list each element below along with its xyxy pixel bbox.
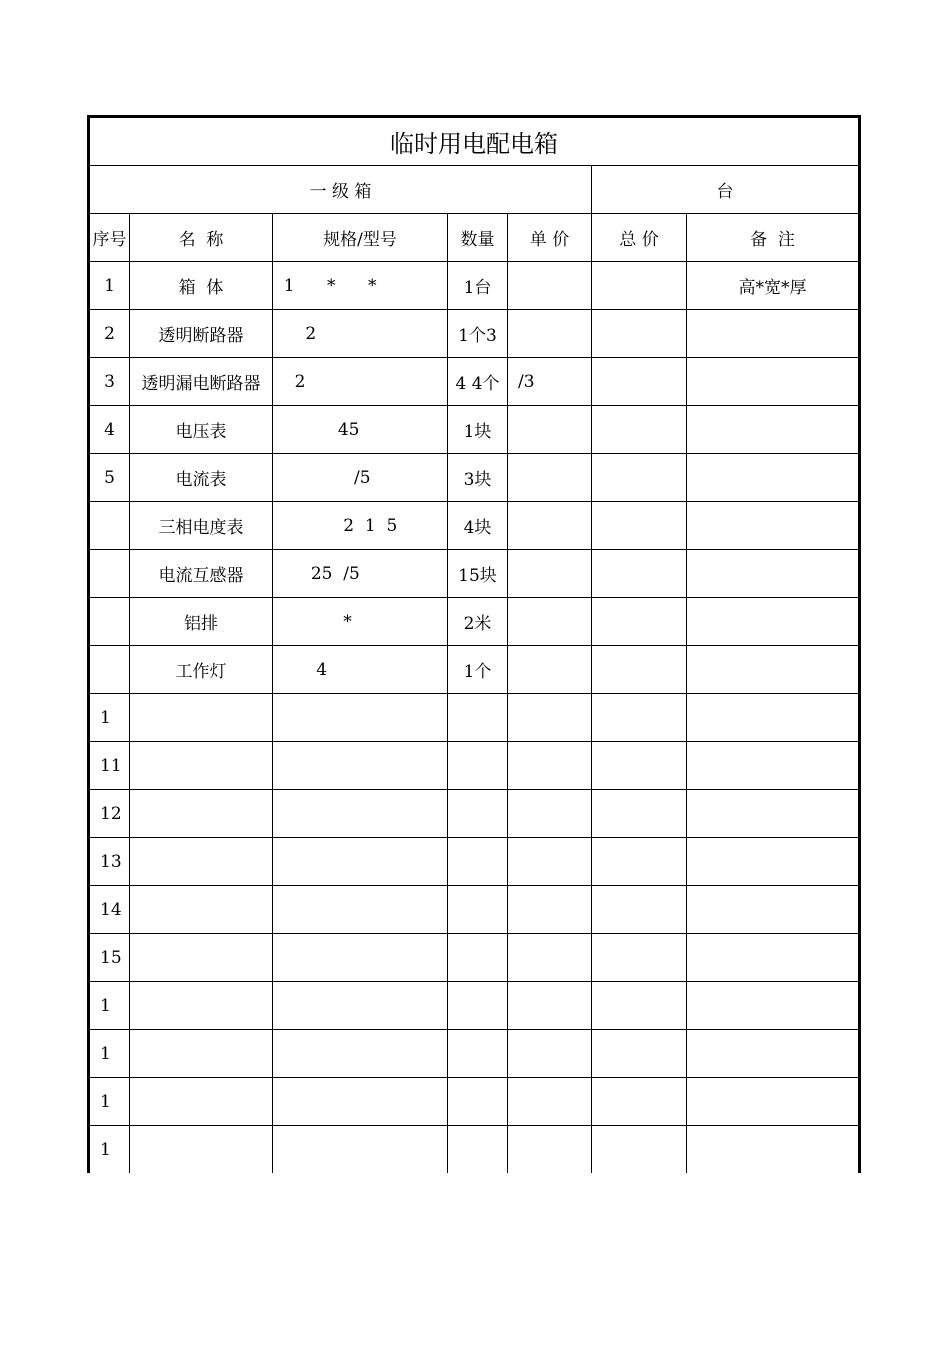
row-total-price-cell: [592, 358, 687, 406]
column-header-row: [89, 214, 860, 262]
row-note-cell: [687, 694, 860, 742]
table-row: [89, 694, 860, 742]
table-row: [89, 646, 860, 694]
row-qty-cell: 1台: [448, 262, 508, 310]
table-row: [89, 358, 860, 406]
row-name-cell: 透明漏电断路器: [130, 358, 273, 406]
row-spec-cell: 1 * *: [273, 262, 448, 310]
row-no-cell: 12: [89, 790, 130, 838]
row-total-price-cell: [592, 934, 687, 982]
row-name-cell: [130, 790, 273, 838]
row-name-cell: [130, 934, 273, 982]
row-name-cell: [130, 1030, 273, 1078]
row-note-cell: [687, 790, 860, 838]
row-qty-cell: [448, 838, 508, 886]
row-no-cell: 2: [89, 310, 130, 358]
row-no-cell: 1: [89, 1126, 130, 1174]
row-qty-cell: 4块: [448, 502, 508, 550]
row-spec-cell: 4: [273, 646, 448, 694]
row-name-cell: [130, 982, 273, 1030]
row-spec-cell: 45: [273, 406, 448, 454]
row-unit-price-cell: [508, 262, 592, 310]
row-unit-price-cell: [508, 934, 592, 982]
row-qty-cell: [448, 742, 508, 790]
row-total-price-cell: [592, 598, 687, 646]
subheader-row: [89, 166, 860, 214]
table-row: [89, 1078, 860, 1126]
table-row: [89, 262, 860, 310]
row-note-cell: [687, 502, 860, 550]
row-name-cell: [130, 886, 273, 934]
row-total-price-cell: [592, 838, 687, 886]
row-unit-price-cell: [508, 790, 592, 838]
row-qty-cell: 2米: [448, 598, 508, 646]
row-unit-price-cell: [508, 454, 592, 502]
row-unit-price-cell: [508, 1030, 592, 1078]
row-name-cell: [130, 838, 273, 886]
row-total-price-cell: [592, 694, 687, 742]
row-note-cell: 高*宽*厚: [687, 262, 860, 310]
unit-label: 台: [592, 166, 860, 214]
col-header-note: 备 注: [687, 214, 860, 262]
box-level-label: 一 级 箱: [89, 166, 592, 214]
row-qty-cell: [448, 1078, 508, 1126]
row-total-price-cell: [592, 454, 687, 502]
row-note-cell: [687, 934, 860, 982]
row-no-cell: [89, 502, 130, 550]
row-note-cell: [687, 1078, 860, 1126]
row-unit-price-cell: [508, 502, 592, 550]
row-qty-cell: [448, 694, 508, 742]
row-unit-price-cell: [508, 838, 592, 886]
row-note-cell: [687, 742, 860, 790]
col-header-unit-price: 单 价: [508, 214, 592, 262]
row-note-cell: [687, 1030, 860, 1078]
row-no-cell: 1: [89, 982, 130, 1030]
row-unit-price-cell: [508, 742, 592, 790]
row-name-cell: 电流表: [130, 454, 273, 502]
row-no-cell: 1: [89, 1030, 130, 1078]
row-name-cell: [130, 742, 273, 790]
row-total-price-cell: [592, 262, 687, 310]
row-unit-price-cell: [508, 1078, 592, 1126]
row-no-cell: 1: [89, 694, 130, 742]
row-no-cell: [89, 550, 130, 598]
col-header-total-price: 总 价: [592, 214, 687, 262]
row-qty-cell: 3块: [448, 454, 508, 502]
row-qty-cell: [448, 1126, 508, 1174]
row-note-cell: [687, 886, 860, 934]
table-row: [89, 454, 860, 502]
row-total-price-cell: [592, 502, 687, 550]
row-spec-cell: [273, 790, 448, 838]
table-row: [89, 598, 860, 646]
row-unit-price-cell: [508, 310, 592, 358]
row-qty-cell: 1块: [448, 406, 508, 454]
row-note-cell: [687, 550, 860, 598]
row-spec-cell: [273, 982, 448, 1030]
table-row: [89, 406, 860, 454]
row-unit-price-cell: /3: [508, 358, 592, 406]
row-note-cell: [687, 406, 860, 454]
table-row: [89, 502, 860, 550]
row-qty-cell: 15块: [448, 550, 508, 598]
row-name-cell: [130, 1126, 273, 1174]
page-title: 临时用电配电箱: [89, 117, 860, 166]
row-spec-cell: [273, 1078, 448, 1126]
row-spec-cell: [273, 886, 448, 934]
row-qty-cell: [448, 982, 508, 1030]
row-no-cell: 11: [89, 742, 130, 790]
row-spec-cell: 2 1 5: [273, 502, 448, 550]
row-total-price-cell: [592, 406, 687, 454]
table-row: [89, 838, 860, 886]
row-unit-price-cell: [508, 694, 592, 742]
row-note-cell: [687, 598, 860, 646]
row-total-price-cell: [592, 982, 687, 1030]
row-name-cell: 电压表: [130, 406, 273, 454]
row-name-cell: 工作灯: [130, 646, 273, 694]
row-note-cell: [687, 982, 860, 1030]
row-no-cell: 15: [89, 934, 130, 982]
title-row: [89, 117, 860, 166]
row-name-cell: 透明断路器: [130, 310, 273, 358]
row-unit-price-cell: [508, 550, 592, 598]
row-spec-cell: [273, 1030, 448, 1078]
table-row: [89, 982, 860, 1030]
row-spec-cell: *: [273, 598, 448, 646]
row-no-cell: [89, 646, 130, 694]
table-row: [89, 886, 860, 934]
row-unit-price-cell: [508, 406, 592, 454]
row-note-cell: [687, 358, 860, 406]
row-total-price-cell: [592, 1078, 687, 1126]
row-spec-cell: 2: [273, 358, 448, 406]
row-name-cell: 铝排: [130, 598, 273, 646]
row-qty-cell: [448, 790, 508, 838]
row-unit-price-cell: [508, 646, 592, 694]
row-note-cell: [687, 1126, 860, 1174]
row-qty-cell: [448, 886, 508, 934]
table-row: [89, 790, 860, 838]
row-spec-cell: [273, 934, 448, 982]
row-total-price-cell: [592, 790, 687, 838]
table-row: [89, 310, 860, 358]
row-unit-price-cell: [508, 982, 592, 1030]
row-no-cell: 1: [89, 262, 130, 310]
row-spec-cell: [273, 694, 448, 742]
row-note-cell: [687, 310, 860, 358]
row-no-cell: [89, 598, 130, 646]
row-no-cell: 3: [89, 358, 130, 406]
row-name-cell: [130, 694, 273, 742]
row-no-cell: 4: [89, 406, 130, 454]
row-no-cell: 1: [89, 1078, 130, 1126]
row-name-cell: 箱 体: [130, 262, 273, 310]
row-spec-cell: 2: [273, 310, 448, 358]
row-total-price-cell: [592, 742, 687, 790]
row-name-cell: 电流互感器: [130, 550, 273, 598]
col-header-no: 序号: [89, 214, 130, 262]
row-note-cell: [687, 646, 860, 694]
row-spec-cell: [273, 838, 448, 886]
row-no-cell: 5: [89, 454, 130, 502]
col-header-name: 名 称: [130, 214, 273, 262]
col-header-spec: 规格/型号: [273, 214, 448, 262]
row-qty-cell: 1个3: [448, 310, 508, 358]
row-unit-price-cell: [508, 1126, 592, 1174]
row-qty-cell: [448, 934, 508, 982]
row-total-price-cell: [592, 1126, 687, 1174]
row-no-cell: 13: [89, 838, 130, 886]
row-name-cell: 三相电度表: [130, 502, 273, 550]
row-spec-cell: /5: [273, 454, 448, 502]
row-qty-cell: [448, 1030, 508, 1078]
row-name-cell: [130, 1078, 273, 1126]
row-total-price-cell: [592, 550, 687, 598]
row-unit-price-cell: [508, 886, 592, 934]
distribution-box-sheet: [87, 115, 858, 1195]
row-total-price-cell: [592, 310, 687, 358]
row-spec-cell: [273, 1126, 448, 1174]
equipment-table: [87, 115, 861, 1173]
row-spec-cell: [273, 742, 448, 790]
row-no-cell: 14: [89, 886, 130, 934]
row-unit-price-cell: [508, 598, 592, 646]
table-row: [89, 550, 860, 598]
col-header-qty: 数量: [448, 214, 508, 262]
row-note-cell: [687, 838, 860, 886]
table-row: [89, 1126, 860, 1174]
row-total-price-cell: [592, 646, 687, 694]
table-row: [89, 742, 860, 790]
row-qty-cell: 1个: [448, 646, 508, 694]
table-row: [89, 1030, 860, 1078]
row-total-price-cell: [592, 886, 687, 934]
row-spec-cell: 25 /5: [273, 550, 448, 598]
row-total-price-cell: [592, 1030, 687, 1078]
row-note-cell: [687, 454, 860, 502]
table-row: [89, 934, 860, 982]
row-qty-cell: 4 4个: [448, 358, 508, 406]
